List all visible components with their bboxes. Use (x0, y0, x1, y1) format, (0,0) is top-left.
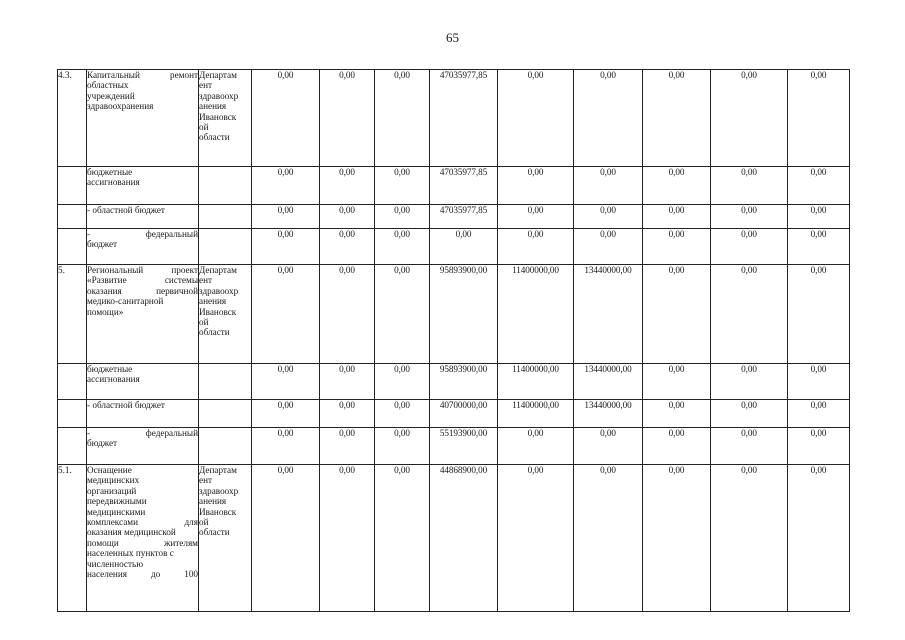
row-value: 0,00 (375, 364, 430, 400)
table-row (58, 229, 850, 265)
row-value: 55193900,00 (430, 428, 498, 465)
row-number (58, 428, 87, 465)
row-value: 0,00 (788, 465, 850, 612)
row-department: Департам ент здравоохр анения Ивановск ой области (199, 465, 252, 612)
row-value: 47035977,85 (430, 167, 498, 205)
row-value: 0,00 (711, 400, 788, 428)
row-value: 0,00 (375, 465, 430, 612)
table-row (58, 167, 850, 205)
row-number: 4.3. (58, 70, 87, 167)
row-value: 0,00 (788, 400, 850, 428)
row-name: - областной бюджет (87, 205, 199, 229)
row-value: 0,00 (711, 229, 788, 265)
row-value: 0,00 (643, 265, 711, 364)
table-row (58, 265, 850, 364)
row-name: Оснащение медицинских организаций передвижными медицинскими комплексами для оказания медицинской помощи жителям населенных пунктов с численностью населения до 100 (87, 465, 199, 612)
row-value: 47035977,85 (430, 205, 498, 229)
row-department (199, 167, 252, 205)
row-value: 0,00 (498, 167, 574, 205)
row-value: 0,00 (252, 428, 320, 465)
row-name: бюджетные ассигнования (87, 364, 199, 400)
row-value: 0,00 (252, 205, 320, 229)
row-value: 13440000,00 (574, 400, 643, 428)
row-value: 0,00 (320, 229, 375, 265)
row-value: 47035977,85 (430, 70, 498, 167)
row-value: 0,00 (252, 465, 320, 612)
row-value: 0,00 (643, 70, 711, 167)
row-value: 0,00 (320, 205, 375, 229)
row-number (58, 205, 87, 229)
row-value: 0,00 (643, 400, 711, 428)
row-value: 0,00 (252, 265, 320, 364)
table-row (58, 400, 850, 428)
row-value: 0,00 (788, 205, 850, 229)
row-value: 0,00 (252, 167, 320, 205)
row-value: 0,00 (711, 364, 788, 400)
row-value: 0,00 (788, 229, 850, 265)
row-number (58, 229, 87, 265)
row-name: - федеральный бюджет (87, 428, 199, 465)
row-department (199, 428, 252, 465)
row-value: 0,00 (574, 465, 643, 612)
row-department (199, 364, 252, 400)
row-value: 13440000,00 (574, 364, 643, 400)
row-value: 44868900,00 (430, 465, 498, 612)
budget-table (57, 69, 850, 612)
row-value: 0,00 (375, 265, 430, 364)
table-row (58, 364, 850, 400)
row-value: 0,00 (711, 70, 788, 167)
row-value: 0,00 (788, 70, 850, 167)
row-department: Департам ент здравоохр анения Ивановск ой области (199, 265, 252, 364)
row-value: 0,00 (320, 465, 375, 612)
row-value: 13440000,00 (574, 265, 643, 364)
row-value: 0,00 (574, 428, 643, 465)
row-value: 0,00 (375, 70, 430, 167)
row-value: 0,00 (643, 465, 711, 612)
row-value: 0,00 (574, 205, 643, 229)
row-value: 0,00 (574, 167, 643, 205)
row-value: 0,00 (252, 400, 320, 428)
row-value: 0,00 (320, 400, 375, 428)
row-value: 0,00 (320, 428, 375, 465)
row-value: 0,00 (375, 428, 430, 465)
table-row (58, 205, 850, 229)
row-value: 0,00 (375, 229, 430, 265)
row-value: 0,00 (788, 428, 850, 465)
row-value: 40700000,00 (430, 400, 498, 428)
row-department (199, 205, 252, 229)
row-value: 0,00 (252, 229, 320, 265)
row-name: бюджетные ассигнования (87, 167, 199, 205)
row-value: 0,00 (498, 428, 574, 465)
row-department (199, 229, 252, 265)
row-value: 0,00 (498, 465, 574, 612)
table-row (58, 428, 850, 465)
row-department: Департам ент здравоохр анения Ивановск ой области (199, 70, 252, 167)
row-value: 0,00 (711, 465, 788, 612)
row-value: 0,00 (252, 70, 320, 167)
page-number: 65 (446, 30, 459, 45)
row-value: 0,00 (375, 205, 430, 229)
row-value: 0,00 (711, 167, 788, 205)
row-value: 0,00 (430, 229, 498, 265)
row-value: 0,00 (252, 364, 320, 400)
row-value: 0,00 (643, 229, 711, 265)
row-number (58, 364, 87, 400)
row-department (199, 400, 252, 428)
row-number (58, 400, 87, 428)
row-value: 0,00 (643, 167, 711, 205)
row-name: Капитальный ремонт областных учреждений здравоохранения (87, 70, 199, 167)
row-value: 0,00 (375, 167, 430, 205)
row-value: 0,00 (643, 205, 711, 229)
row-value: 0,00 (711, 428, 788, 465)
row-value: 11400000,00 (498, 400, 574, 428)
row-number: 5.1. (58, 465, 87, 612)
row-value: 0,00 (320, 265, 375, 364)
row-name: - областной бюджет (87, 400, 199, 428)
row-value: 11400000,00 (498, 364, 574, 400)
row-value: 0,00 (788, 265, 850, 364)
row-value: 0,00 (643, 428, 711, 465)
row-value: 0,00 (574, 229, 643, 265)
table-row (58, 70, 850, 167)
row-value: 95893900,00 (430, 265, 498, 364)
row-value: 0,00 (375, 400, 430, 428)
row-value: 0,00 (320, 167, 375, 205)
table-row (58, 465, 850, 612)
row-value: 0,00 (498, 70, 574, 167)
row-value: 0,00 (498, 205, 574, 229)
row-number: 5. (58, 265, 87, 364)
row-name: - федеральный бюджет (87, 229, 199, 265)
row-value: 0,00 (574, 70, 643, 167)
row-value: 0,00 (788, 167, 850, 205)
row-value: 0,00 (498, 229, 574, 265)
row-value: 0,00 (711, 265, 788, 364)
row-value: 0,00 (320, 364, 375, 400)
row-name: Региональный проект «Развитие системы оказания первичной медико-санитарной помощи» (87, 265, 199, 364)
row-value: 0,00 (320, 70, 375, 167)
row-value: 95893900,00 (430, 364, 498, 400)
row-value: 0,00 (788, 364, 850, 400)
row-value: 11400000,00 (498, 265, 574, 364)
row-value: 0,00 (711, 205, 788, 229)
row-number (58, 167, 87, 205)
row-value: 0,00 (643, 364, 711, 400)
